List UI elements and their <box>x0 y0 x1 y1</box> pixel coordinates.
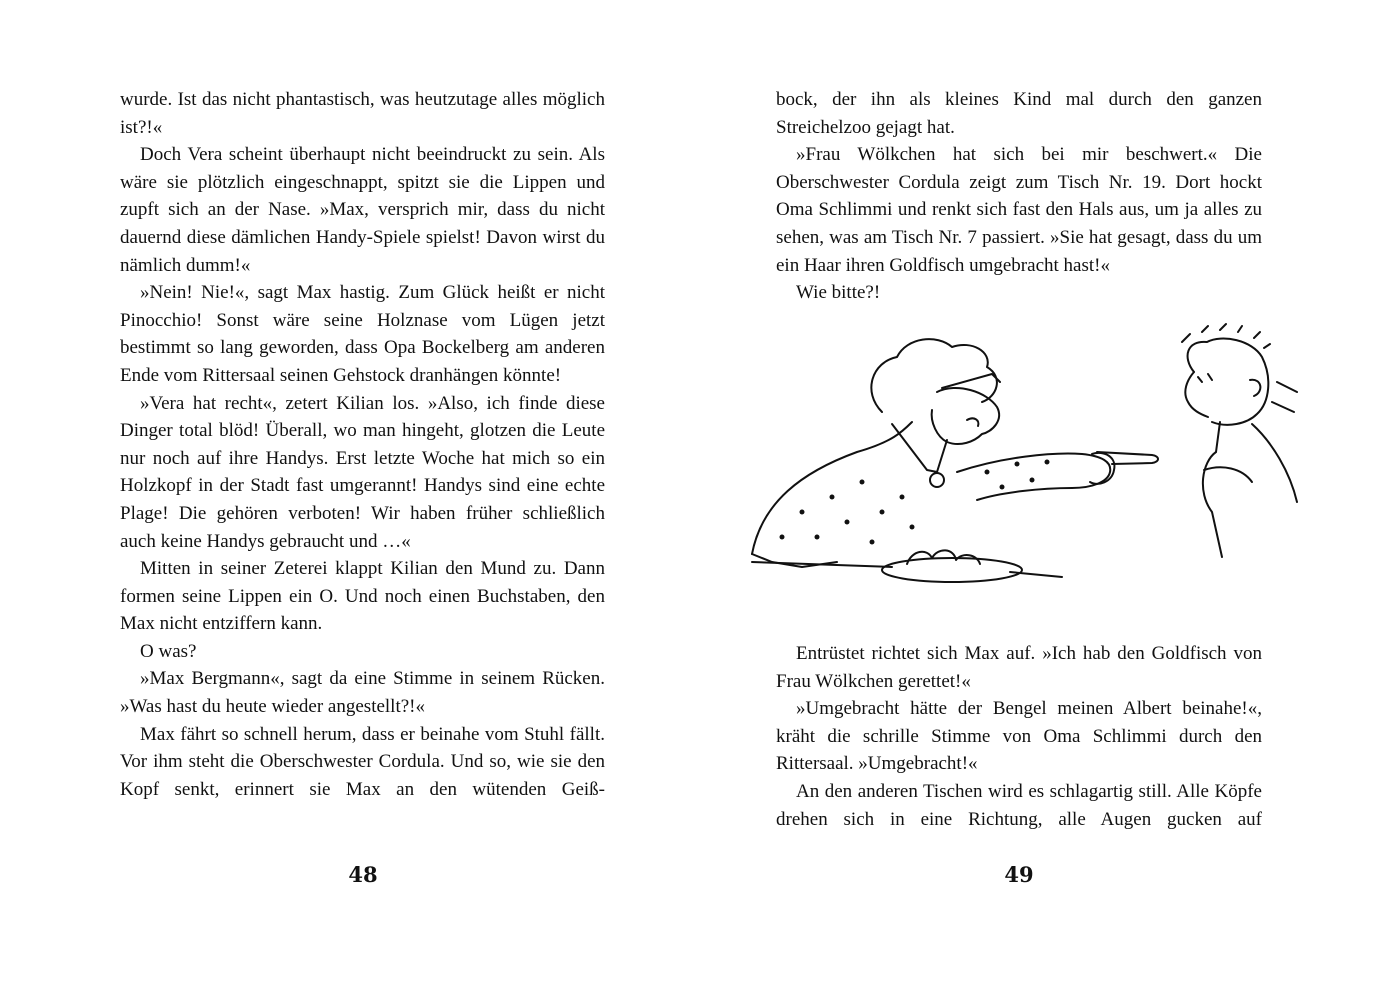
woman-mouth <box>967 418 978 426</box>
paragraph: »Max Bergmann«, sagt da eine Stimme in seinem Rücken. »Was hast du heute wieder angestellt?!« <box>120 668 605 718</box>
paragraph: »Frau Wölkchen hat sich bei mir beschwert.« Die Oberschwester Cordula zeigt zum Tisch Nr. 19. Dort hockt Oma Schlimmi und renkt sich fast den Hals aus, um ja alles zu sehen, was am Tisch Nr. 7 passiert. »Sie hat gesagt, dass du um ein Haar ihren Goldfisch umgebracht hast!« <box>776 144 1262 276</box>
boy-neck <box>1216 422 1220 452</box>
dress-dots <box>780 460 1050 545</box>
brooch <box>930 473 944 487</box>
paragraph: »Umgebracht hätte der Bengel meinen Albert beinahe!«, kräht die schrille Stimme von Oma Schlimmi durch den Rittersaal. »Umgebracht!« <box>776 698 1262 775</box>
boy-head <box>1188 338 1269 424</box>
paragraph: Entrüstet richtet sich Max auf. »Ich hab den Goldfisch von Frau Wölkchen gerettet!« <box>776 643 1262 692</box>
illustration <box>742 322 1342 592</box>
page-number: 48 <box>348 862 378 887</box>
woman-glasses <box>942 374 1000 388</box>
paragraph: Max fährt so schnell herum, dass er beinahe vom Stuhl fällt. Vor ihm steht die Oberschwester Cordula. Und so, wie sie den Kopf senkt, erinnert sie Max an den wütenden Geiß- <box>120 723 605 800</box>
left-page-text <box>120 86 605 803</box>
paragraph: »Vera hat recht«, zetert Kilian los. »Also, ich finde diese Dinger total blöd! Überall, wo man hingeht, glotzen die Leute nur noch auf ihre Handys. Erst letzte Woche hat mich so ein Holzkopf in der Stadt fast umgerannt! Handys sind eine echte Plage! Die gehören verboten! Wir haben früher schließlich auch keine Handys gebraucht und …« <box>120 392 605 552</box>
woman-face <box>932 388 999 444</box>
paragraph: Wie bitte?! <box>796 282 881 304</box>
boy-ear <box>1250 380 1260 396</box>
motion-lines <box>1272 382 1297 412</box>
paragraph: wurde. Ist das nicht phantastisch, was heutzutage alles möglich ist?!« <box>120 89 605 138</box>
boy-eye <box>1198 374 1212 382</box>
right-page-text-top <box>776 86 1262 307</box>
paragraph: »Nein! Nie!«, sagt Max hastig. Zum Glück heißt er nicht Pinocchio! Sonst wäre seine Holznase vom Lügen jetzt bestimmt so lang geworden, dass Opa Bockelberg am anderen Ende vom Rittersaal seinen Gehstock dranhängen könnte! <box>120 282 605 386</box>
page-number: 49 <box>1004 862 1034 887</box>
paragraph: O was? <box>140 640 197 662</box>
right-page <box>690 0 1380 1000</box>
left-page <box>0 0 690 1000</box>
plate <box>882 558 1022 582</box>
paragraph: Mitten in seiner Zeterei klappt Kilian den Mund zu. Dann formen seine Lippen ein O. Und noch einen Buchstaben, den Max nicht entziffern kann. <box>120 558 605 635</box>
paragraph: Doch Vera scheint überhaupt nicht beeindruckt zu sein. Als wäre sie plötzlich eingeschnappt, spitzt sie die Lippen und zupft sich an der Nase. »Max, versprich mir, dass du nicht dauernd diese dämlichen Handy-Spiele spielst! Davon wirst du nämlich dumm!« <box>120 144 605 276</box>
woman-arm <box>957 454 1110 500</box>
woman-body-outline <box>752 422 912 554</box>
right-page-text-bottom <box>776 640 1262 833</box>
boy-collar <box>1204 467 1252 482</box>
woman-hair <box>871 339 997 412</box>
woman-collar <box>892 424 947 472</box>
paragraph: bock, der ihn als kleines Kind mal durch den ganzen Streichelzoo gejagt hat. <box>776 89 1262 138</box>
table-line <box>752 562 892 567</box>
paragraph: An den anderen Tischen wird es schlagartig still. Alle Köpfe drehen sich in eine Richtung, alle Augen gucken auf <box>776 780 1262 830</box>
boy-face <box>1185 372 1208 417</box>
